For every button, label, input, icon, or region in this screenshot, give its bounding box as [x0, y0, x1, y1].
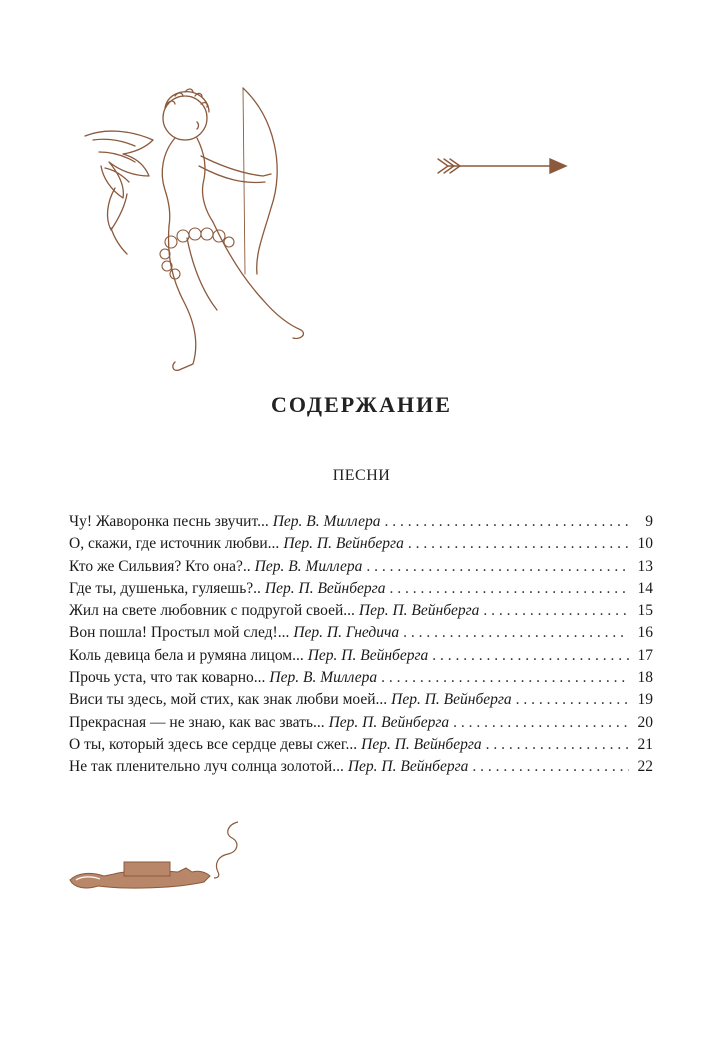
section-heading: ПЕСНИ — [332, 467, 391, 484]
entry-page-number: 15 — [637, 602, 653, 620]
dot-leader — [432, 645, 629, 667]
entry-translator: Пер. П. Гнедича — [293, 624, 400, 642]
toc-entry[interactable] — [69, 600, 653, 622]
entry-title: Вон пошла! Простыл мой след!... — [69, 624, 290, 642]
entry-title: Кто же Сильвия? Кто она?.. — [69, 557, 251, 575]
entry-page-number: 20 — [637, 713, 653, 731]
toc-entry[interactable] — [69, 511, 653, 533]
entry-translator: Пер. В. Миллера — [272, 513, 381, 530]
toc-entry[interactable] — [69, 645, 653, 667]
dot-leader — [486, 734, 629, 756]
entry-title: Не так пленительно луч солнца золотой... — [69, 758, 344, 776]
dot-leader — [389, 578, 629, 600]
toc-entry[interactable] — [69, 578, 653, 600]
entry-page-number: 13 — [637, 557, 653, 575]
entry-title: Жил на свете любовник с подругой своей... — [69, 602, 355, 620]
entry-translator: Пер. П. Вейнберга — [361, 735, 482, 753]
entry-page-number: 21 — [637, 735, 653, 753]
entry-translator: Пер. П. Вейнберга — [307, 646, 429, 664]
dot-leader — [381, 667, 629, 689]
toc-entry[interactable] — [69, 533, 653, 555]
entry-translator: Пер. В. Миллера — [254, 557, 363, 575]
dot-leader — [366, 556, 629, 578]
dot-leader — [472, 756, 629, 778]
dot-leader — [453, 712, 629, 734]
entry-translator: Пер. В. Миллера — [269, 669, 378, 687]
entry-page-number: 9 — [645, 513, 653, 530]
toc-entry[interactable] — [69, 689, 653, 711]
dot-leader — [408, 533, 629, 555]
toc-entry[interactable] — [69, 734, 653, 756]
entry-translator: Пер. П. Вейнберга — [358, 602, 480, 620]
table-of-contents — [69, 511, 653, 779]
entry-page-number: 16 — [637, 624, 653, 642]
dot-leader — [483, 600, 629, 622]
entry-page-number: 10 — [637, 535, 653, 553]
toc-entry[interactable] — [69, 712, 653, 734]
page-title: СОДЕРЖАНИЕ — [271, 392, 452, 417]
dot-leader — [403, 622, 629, 644]
entry-title: Где ты, душенька, гуляешь?.. — [69, 579, 261, 597]
entry-translator: Пер. П. Вейнберга — [283, 535, 404, 553]
toc-entry[interactable] — [69, 756, 653, 778]
entry-title: О ты, который здесь все сердце девы сжег... — [69, 735, 358, 753]
entry-title: Виси ты здесь, мой стих, как знак любви моей... — [69, 691, 388, 709]
entry-page-number: 14 — [637, 579, 653, 597]
entry-translator: Пер. П. Вейнберга — [328, 713, 450, 731]
entry-title: Прекрасная — не знаю, как вас звать... — [69, 713, 325, 731]
entry-title: Коль девица бела и румяна лицом... — [69, 646, 304, 664]
entry-page-number: 19 — [637, 691, 653, 709]
entry-title: Прочь уста, что так коварно... — [69, 669, 266, 687]
entry-translator: Пер. П. Вейнберга — [391, 691, 512, 709]
entry-page-number: 17 — [637, 646, 653, 664]
entry-page-number: 18 — [637, 669, 653, 687]
entry-translator: Пер. П. Вейнберга — [347, 758, 469, 776]
cupid-illustration — [75, 78, 325, 380]
arrow-illustration — [436, 155, 568, 177]
toc-entry[interactable] — [69, 622, 653, 644]
entry-translator: Пер. П. Вейнберга — [264, 579, 386, 597]
entry-title: О, скажи, где источник любви... — [69, 535, 280, 553]
dot-leader — [516, 689, 629, 711]
entry-title: Чу! Жаворонка песнь звучит... — [69, 513, 269, 530]
toc-entry[interactable] — [69, 556, 653, 578]
oil-lamp-illustration — [68, 820, 253, 900]
dot-leader — [384, 511, 629, 533]
entry-page-number: 22 — [637, 758, 653, 776]
toc-entry[interactable] — [69, 667, 653, 689]
